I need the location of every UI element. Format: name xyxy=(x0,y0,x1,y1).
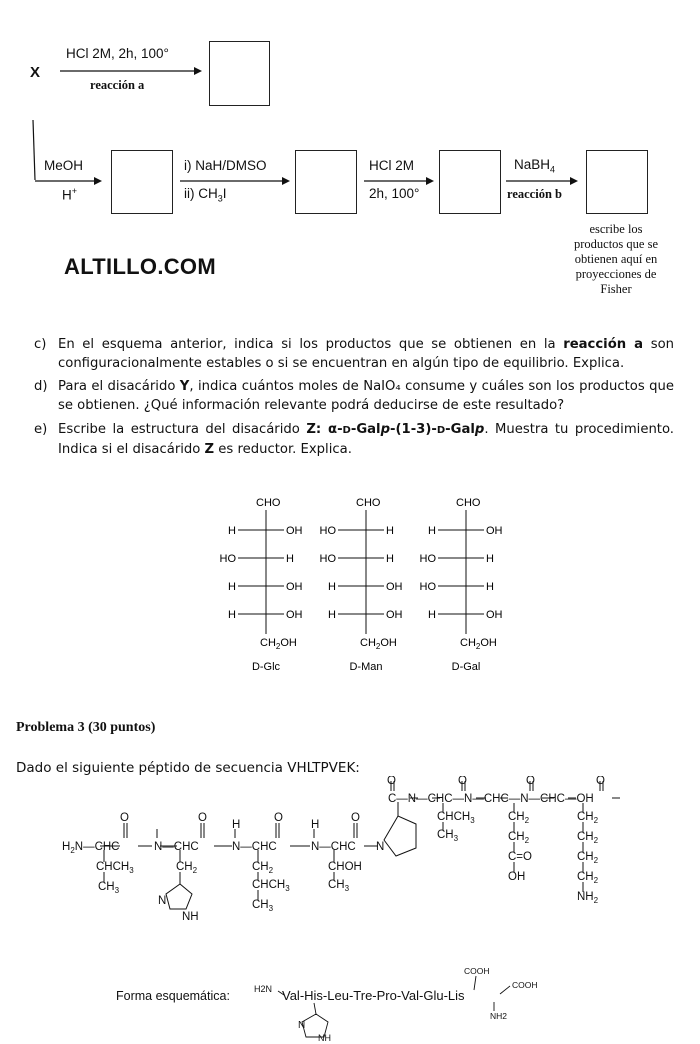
svg-text:C=O: C=O xyxy=(508,851,532,863)
svg-text:N: N xyxy=(158,895,167,907)
row1-reagent-bottom: reacción a xyxy=(90,78,145,92)
fisher-left-substituent: HO xyxy=(319,553,336,565)
fisher-right-substituent: OH xyxy=(286,609,303,621)
step4-reagent-top: NaBH$_4$ xyxy=(514,157,556,175)
fisher-right-substituent: OH xyxy=(386,609,403,621)
fisher-left-substituent: HO xyxy=(319,525,336,537)
fisher-right-substituent: H xyxy=(386,553,394,565)
fisher-left-substituent: H xyxy=(228,581,236,593)
svg-text:CHCH3: $CHCH_3$ xyxy=(96,861,134,875)
fisher-instruction-note: escribe los productos que se obtienen aquí en proyecciones de Fisher xyxy=(573,222,658,296)
fisher-left-substituent: H xyxy=(428,609,436,621)
svg-text:CH2: $CH_2$ xyxy=(508,811,530,825)
fisher-right-substituent: OH xyxy=(286,581,303,593)
fisher-right-substituent: OH xyxy=(386,581,403,593)
fisher-right-substituent: H xyxy=(386,525,394,537)
svg-text:N—CHC: N—CHC xyxy=(311,841,356,853)
svg-text:O: O xyxy=(274,812,283,824)
svg-text:CH3: $CH_3$ xyxy=(328,879,350,893)
svg-text:NH: NH xyxy=(318,1033,331,1043)
svg-text:CH3: $CH_3$ xyxy=(98,881,120,895)
problem-title: Problema 3 (30 puntos) xyxy=(16,720,156,735)
svg-text:CH3: $CH_3$ xyxy=(252,899,274,913)
fisher-left-substituent: HO xyxy=(219,553,236,565)
svg-text:CH2: $CH_2$ xyxy=(508,831,530,845)
schematic-label: Forma esquemática: xyxy=(116,989,230,1003)
svg-text:O: O xyxy=(387,776,396,787)
fisher-bottom-group: $CH_2OH$ xyxy=(260,637,297,651)
fisher-left-substituent: H xyxy=(228,609,236,621)
watermark-logo: ALTILLO.COM xyxy=(64,254,216,279)
svg-text:O: O xyxy=(120,812,129,824)
schematic-h2n: H2N xyxy=(254,984,273,994)
svg-text:CH2: $CH_2$ xyxy=(577,811,599,825)
question-text: Para el disacárido Y, indica cuántos moles de NaIO₄ consume y cuáles son los productos que se obtienen. ¿Qué información relevante podrá deducirse de este resultado? xyxy=(58,379,674,413)
svg-text:N—CHC: N—CHC xyxy=(232,841,277,853)
svg-text:C—N—CHC—N—CHC—N—CHC—OH: C—N—CHC—N—CHC—N—CHC—OH xyxy=(388,793,594,805)
svg-text:NH2: $NH_2$ xyxy=(577,891,599,905)
fisher-bottom-group: $CH_2OH$ xyxy=(360,637,397,651)
fisher-right-substituent: H xyxy=(486,553,494,565)
step3-reagent-top: HCl 2M xyxy=(369,158,415,173)
svg-text:O: O xyxy=(458,776,467,787)
fisher-right-substituent: OH xyxy=(486,609,503,621)
fisher-right-substituent: OH xyxy=(286,525,303,537)
fisher-top-group: CHO xyxy=(456,497,481,509)
svg-text:CHCH3: $CHCH_3$ xyxy=(252,879,290,893)
fisher-left-substituent: HO xyxy=(419,581,436,593)
svg-text:CHCH3: $CHCH_3$ xyxy=(437,811,475,825)
svg-text:O: O xyxy=(526,776,535,787)
question-text: Escribe la estructura del disacárido Z: α-D-Galp-(1-3)-D-Galp. Muestra tu procedimiento. Indica si el disacárido Z es reductor. Explica. xyxy=(58,422,675,457)
fisher-bottom-group: $CH_2OH$ xyxy=(460,637,497,651)
schematic-nh2-lis: NH2 xyxy=(490,1011,508,1021)
svg-text:CH2: $CH_2$ xyxy=(176,861,198,875)
fisher-left-substituent: H xyxy=(328,609,336,621)
fisher-left-substituent: H xyxy=(428,525,436,537)
schematic-cooh-lis: COOH xyxy=(512,980,538,990)
problem-intro: Dado el siguiente péptido de secuencia VHLTPVEK: xyxy=(16,760,360,776)
question-label: e) xyxy=(34,422,48,437)
step1-reagent-bottom: H+ xyxy=(62,186,78,203)
row1-reagent-top: HCl 2M, 2h, 100° xyxy=(66,46,169,61)
svg-text:O: O xyxy=(351,812,360,824)
svg-text:CH2: $CH_2$ xyxy=(252,861,274,875)
question-label: d) xyxy=(34,379,48,394)
svg-text:O: O xyxy=(596,776,605,787)
question-text: En el esquema anterior, indica si los productos que se obtienen en la reacción a son configuracionalmente estables o si se encuentran en algún tipo de equilibrio. Explica. xyxy=(58,337,674,371)
fisher-left-substituent: H xyxy=(228,525,236,537)
fisher-left-substituent: H xyxy=(328,581,336,593)
svg-text:NH: NH xyxy=(182,911,199,923)
fisher-left-substituent: HO xyxy=(419,553,436,565)
fisher-right-substituent: H xyxy=(286,553,294,565)
question-label: c) xyxy=(34,337,47,352)
svg-text:CH2: $CH_2$ xyxy=(577,831,599,845)
svg-text:CH3: $CH_3$ xyxy=(437,829,459,843)
fisher-sugar-name: D-Gal xyxy=(451,661,481,673)
start-compound-x: X xyxy=(30,64,41,81)
svg-text:N: N xyxy=(376,841,385,853)
fisher-sugar-name: D-Man xyxy=(349,661,383,673)
svg-text:N—CHC: N—CHC xyxy=(154,841,199,853)
fisher-top-group: CHO xyxy=(356,497,381,509)
svg-text:N: N xyxy=(298,1020,306,1031)
schematic-cooh-glu: COOH xyxy=(464,966,490,976)
step2-reagent-bottom: ii) $CH_3I$ xyxy=(184,186,227,204)
step4-reagent-bottom: reacción b xyxy=(507,187,562,201)
svg-text:H: H xyxy=(311,819,320,831)
step2-reagent-top: i) NaH/DMSO xyxy=(184,158,267,173)
svg-text:O: O xyxy=(198,812,207,824)
step1-reagent-top: MeOH xyxy=(44,158,84,173)
svg-text:CH2: $CH_2$ xyxy=(577,871,599,885)
svg-text:CHOH: CHOH xyxy=(328,861,362,873)
svg-text:H: H xyxy=(232,819,241,831)
fisher-top-group: CHO xyxy=(256,497,281,509)
schematic-sequence: Val-His-Leu-Tre-Pro-Val-Glu-Lis xyxy=(282,988,465,1003)
svg-text:CH2: $CH_2$ xyxy=(577,851,599,865)
step3-reagent-bottom: 2h, 100° xyxy=(369,186,420,201)
fisher-right-substituent: OH xyxy=(486,525,503,537)
svg-text:H2N—CHC: $H_2N—CHC$ xyxy=(62,841,120,855)
fisher-sugar-name: D-Glc xyxy=(251,661,281,673)
svg-text:OH: OH xyxy=(508,871,526,883)
fisher-right-substituent: H xyxy=(486,581,494,593)
